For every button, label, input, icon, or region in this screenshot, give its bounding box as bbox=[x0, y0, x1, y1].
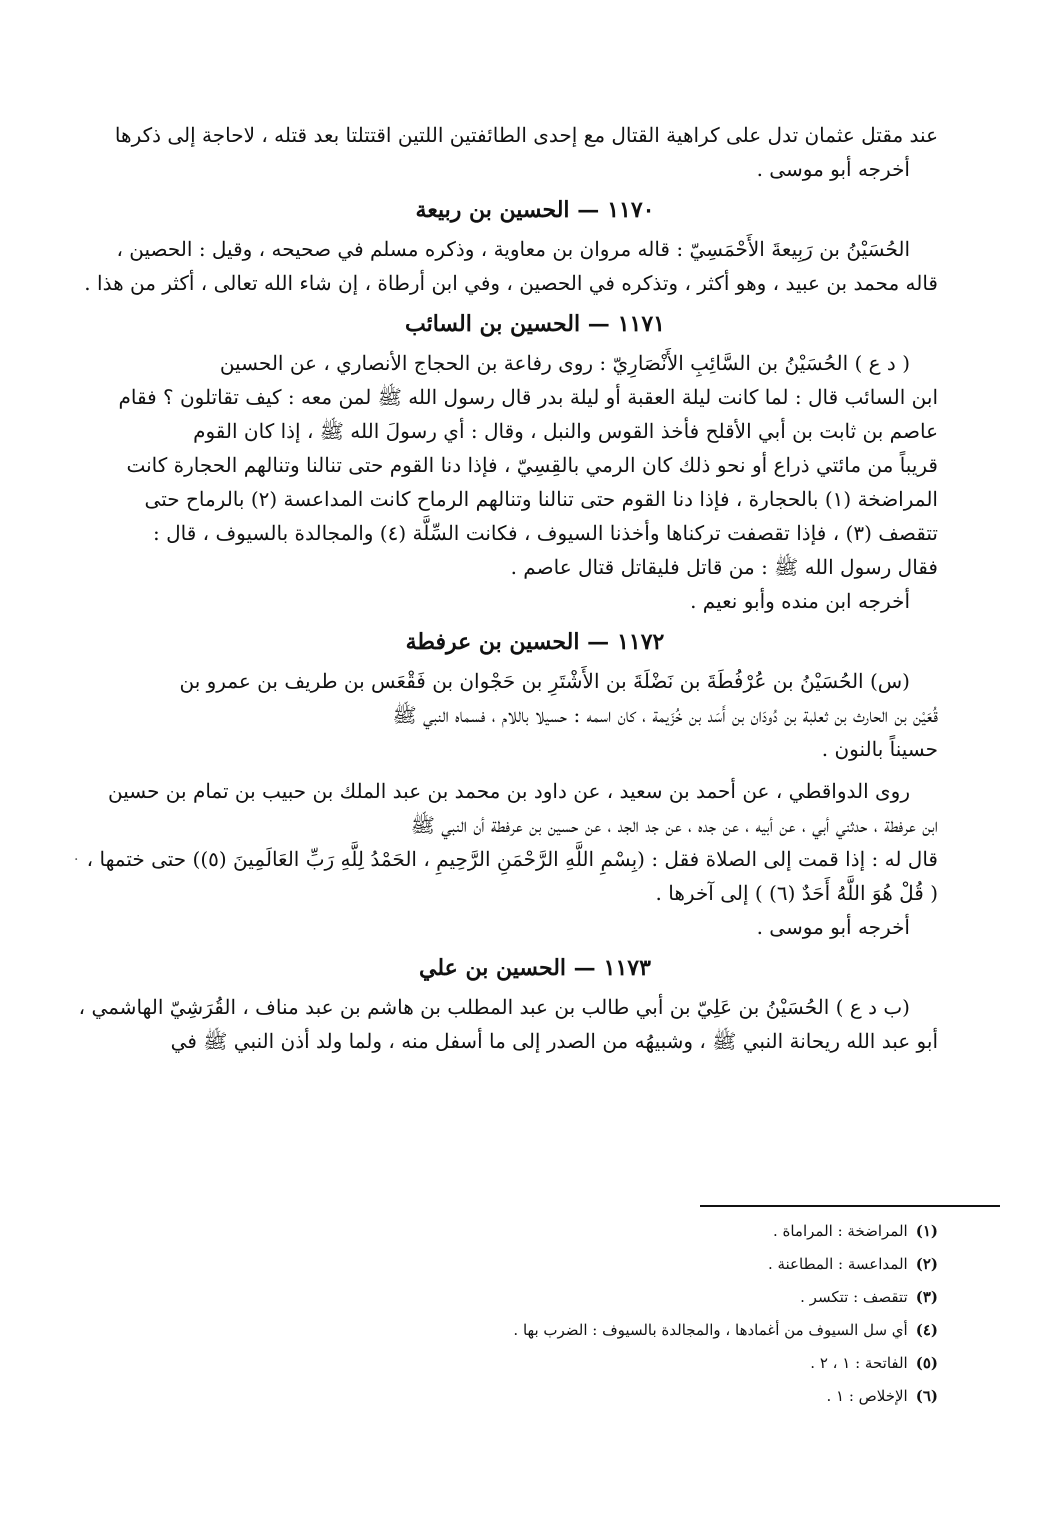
scan-speck: · bbox=[74, 852, 79, 868]
paragraph-gap bbox=[132, 766, 938, 774]
text-line: ( د ع ) الحُسَيْنُ بن السَّائِبِ الأَنْصَارِيّ : روى رفاعة بن الحجاج الأنصاري ، عن الحسين bbox=[219, 351, 910, 375]
entry-title: — الحسين بن عرفطة bbox=[405, 629, 610, 655]
text-line: تتقصف (٣) ، فإذا تقصفت تركناها وأخذنا السيوف ، فكانت السِّلَّة (٤) والمجالدة بالسيوف ، قال : bbox=[153, 521, 938, 545]
text-line: ( قُلْ هُوَ اللَّهُ أَحَدٌ (٦) ) إلى آخرها . bbox=[655, 881, 938, 905]
footnote bbox=[378, 1347, 938, 1380]
text-line: عاصم بن ثابت بن أبي الأقلح فأخذ القوس والنبل ، وقال : أي رسولَ الله ﷺ ، إذا كان القوم bbox=[193, 419, 938, 443]
text-line: قال له : إذا قمت إلى الصلاة فقل : (بِسْمِ اللَّهِ الرَّحْمَنِ الرَّحِيمِ ، الحَمْدُ لِلَّهِ رَبِّ العَالَمِينَ (٥)) حتى ختمها ، bbox=[86, 847, 938, 871]
footnote-text: المداعسة : المطاعنة . bbox=[767, 1255, 908, 1273]
footnote-text: المراضخة : المراماة . bbox=[772, 1222, 908, 1240]
entry-heading bbox=[132, 950, 938, 986]
footnote-number: (٣) bbox=[915, 1288, 938, 1306]
text-line: ابن عرفطة ، حدثني أبي ، عن أبيه ، عن جده ، عن جد الجد ، عن حسين بن عرفطة أن النبي ﷺ bbox=[410, 813, 938, 837]
text-line: الحُسَيْنُ بن رَبِيعةَ الأَحْمَسِيّ : قاله مروان بن معاوية ، وذكره مسلم في صحيحه ، وقيل : الحصين ، bbox=[116, 237, 910, 261]
footnote bbox=[378, 1248, 938, 1281]
footnotes bbox=[378, 1215, 938, 1413]
entry-number: ١١٧١ bbox=[617, 311, 665, 337]
text-line: حسيناً بالنون . bbox=[821, 737, 938, 761]
entry-title: — الحسين بن علي bbox=[419, 955, 596, 981]
text-line: فقال رسول الله ﷺ : من قاتل فليقاتل قتال عاصم . bbox=[510, 555, 938, 579]
footnote bbox=[378, 1380, 938, 1413]
footnote bbox=[378, 1314, 938, 1347]
intro-paragraph bbox=[114, 118, 938, 186]
footnote-number: (٥) bbox=[915, 1354, 938, 1372]
text-line: أبو عبد الله ريحانة النبي ﷺ ، وشبيهُه من الصدر إلى ما أسفل منه ، ولما ولد أذن النبي ﷺ في bbox=[170, 1029, 938, 1053]
footnote bbox=[378, 1281, 938, 1314]
footnote-number: (٢) bbox=[915, 1255, 938, 1273]
footnote-number: (١) bbox=[915, 1222, 938, 1240]
text-line: قُعَيْن بن الحارث بن ثعلبة بن دُودَان بن أَسَد بن خُزَيمة ، كان اسمه : حسيلا باللام ، فسماه النبي ﷺ bbox=[392, 703, 938, 727]
text-line: (س) الحُسَيْنُ بن عُرْفُطَةَ بن نَضْلَةَ بن الأَشْتَرِ بن حَجْوان بن فَقْعَس بن طريف بن عمرو بن bbox=[179, 669, 910, 693]
entry-1170 bbox=[84, 192, 938, 300]
entry-heading bbox=[132, 624, 938, 660]
footnote bbox=[378, 1215, 938, 1248]
entry-1171 bbox=[118, 306, 938, 618]
footnote-text: الفاتحة : ١ ، ٢ . bbox=[810, 1354, 908, 1372]
entry-heading bbox=[132, 306, 938, 342]
text-line: قريباً من مائتي ذراع أو نحو ذلك كان الرمي بالقِسِيّ ، فإذا دنا القوم حتى تنالنا وتنالهم الحجارة كانت bbox=[126, 453, 938, 477]
entry-1172 bbox=[86, 624, 938, 944]
text-line: روى الدواقطي ، عن أحمد بن سعيد ، عن داود بن محمد بن عبد الملك بن حبيب بن تمام بن حسين bbox=[107, 779, 910, 803]
footnote-text: الإخلاص : ١ . bbox=[826, 1387, 908, 1405]
text-line: (ب د ع ) الحُسَيْنُ بن عَلِيّ بن أبي طالب بن عبد المطلب بن هاشم بن عبد مناف ، القُرَشِيّ الهاشمي ، bbox=[78, 995, 910, 1019]
footnote-divider bbox=[700, 1205, 1000, 1207]
footnote-number: (٦) bbox=[915, 1387, 938, 1405]
text-line: ابن السائب قال : لما كانت ليلة العقبة أو ليلة بدر قال رسول الله ﷺ لمن معه : كيف تقاتلون ؟ فقام bbox=[118, 385, 938, 409]
text-line: قاله محمد بن عبيد ، وهو أكثر ، وتذكره في الحصين ، وفي ابن أرطاة ، إن شاء الله تعالى ، أكثر من هذا . bbox=[84, 271, 938, 295]
entry-title: — الحسين بن ربيعة bbox=[415, 197, 600, 223]
entry-number: ١١٧٢ bbox=[617, 629, 665, 655]
entry-heading bbox=[132, 192, 938, 228]
entry-title: — الحسين بن السائب bbox=[404, 311, 610, 337]
footnote-text: أي سل السيوف من أغمادها ، والمجالدة بالسيوف : الضرب بها . bbox=[513, 1321, 908, 1339]
entry-number: ١١٧٣ bbox=[603, 955, 651, 981]
entry-number: ١١٧٠ bbox=[607, 197, 655, 223]
text-line: أخرجه أبو موسى . bbox=[756, 157, 910, 181]
text-line: أخرجه ابن منده وأبو نعيم . bbox=[690, 589, 910, 613]
entry-1173 bbox=[78, 950, 938, 1058]
footnote-number: (٤) bbox=[915, 1321, 938, 1339]
footnote-text: تتقصف : تتكسر . bbox=[800, 1288, 908, 1306]
text-line: أخرجه أبو موسى . bbox=[756, 915, 910, 939]
text-line: عند مقتل عثمان تدل على كراهية القتال مع إحدى الطائفتين اللتين اقتتلتا بعد قتله ، لاحاجة إلى ذكرها bbox=[114, 123, 938, 147]
text-line: المراضخة (١) بالحجارة ، فإذا دنا القوم حتى تنالنا وتنالهم الرماح كانت المداعسة (٢) بالرماح حتى bbox=[144, 487, 938, 511]
